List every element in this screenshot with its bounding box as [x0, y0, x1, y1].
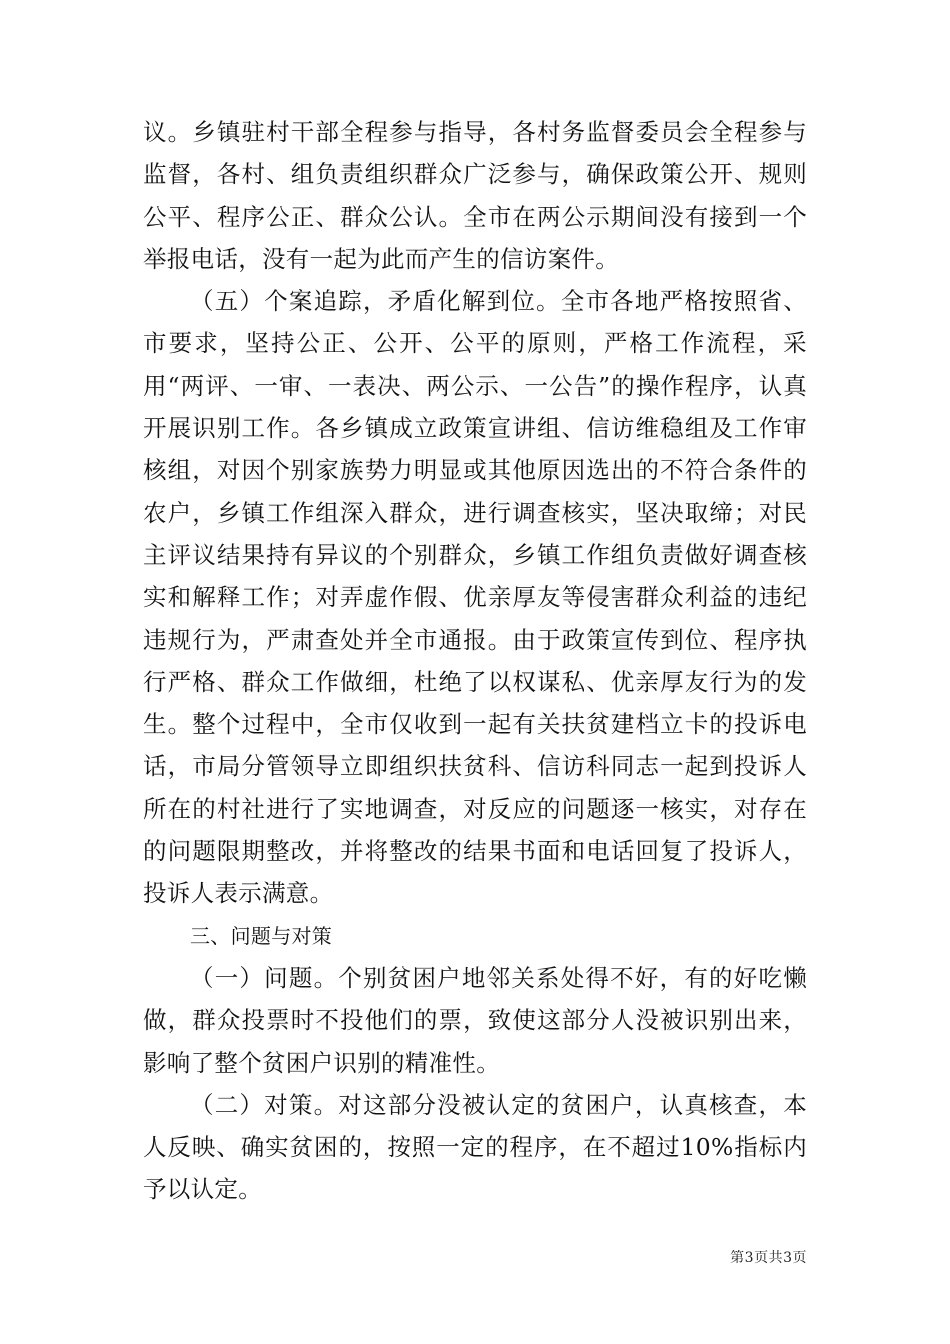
paragraph-problems: （一）问题。个别贫困户地邻关系处得不好，有的好吃懒做，群众投票时不投他们的票，致使这部分人没被识别出来，影响了整个贫困户识别的精准性。 — [143, 963, 807, 1077]
document-body — [143, 111, 807, 1211]
paragraph-case-tracking: （五）个案追踪，矛盾化解到位。全市各地严格按照省、市要求，坚持公正、公开、公平的原则，严格工作流程，采用“两评、一审、一表决、两公示、一公告”的操作程序，认真开展识别工作。各乡镇成立政策宣讲组、信访维稳组及工作审核组，对因个别家族势力明显或其他原因选出的不符合条件的农户，乡镇工作组深入群众，进行调查核实，坚决取缔；对民主评议结果持有异议的个别群众，乡镇工作组负责做好调查核实和解释工作；对弄虚作假、优亲厚友等侵害群众利益的违纪违规行为，严肃查处并全市通报。由于政策宣传到位、程序执行严格、群众工作做细，杜绝了以权谋私、优亲厚友行为的发生。整个过程中，全市仅收到一起有关扶贫建档立卡的投诉电话，市局分管领导立即组织扶贫科、信访科同志一起到投诉人所在的村社进行了实地调查，对反应的问题逐一核实，对存在的问题限期整改，并将整改的结果书面和电话回复了投诉人，投诉人表示满意。 — [143, 287, 807, 908]
page-number-footer: 第3页共3页 — [730, 1250, 807, 1266]
section-heading-problems-countermeasures: 三、问题与对策 — [190, 923, 333, 948]
paragraph-countermeasures: （二）对策。对这部分没被认定的贫困户，认真核查，本人反映、确实贫困的，按照一定的程序，在不超过10%指标内予以认定。 — [143, 1090, 807, 1204]
paragraph-continuation: 议。乡镇驻村干部全程参与指导，各村务监督委员会全程参与监督，各村、组负责组织群众广泛参与，确保政策公开、规则公平、程序公正、群众公认。全市在两公示期间没有接到一个举报电话，没有一起为此而产生的信访案件。 — [143, 118, 807, 273]
